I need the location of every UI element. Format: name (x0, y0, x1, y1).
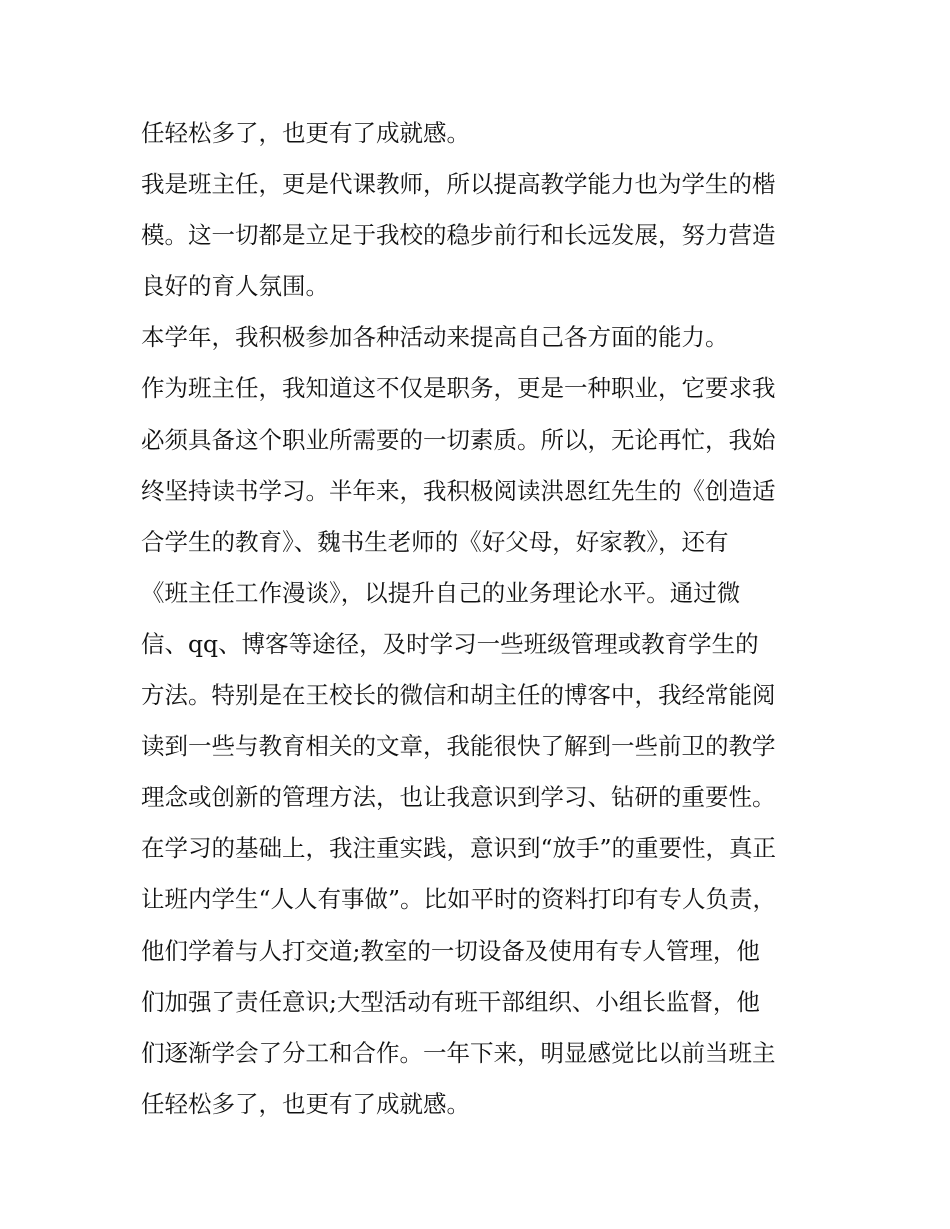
text-line-8: 终坚持读书学习。半年来，我积极阅读洪恩红先生的《创造适 (141, 476, 776, 505)
document-body (141, 108, 821, 1130)
text-line-1: 任轻松多了，也更有了成就感。 (141, 119, 470, 147)
text-line-14: 理念或创新的管理方法，也让我意识到学习、钻研的重要性。 (141, 783, 776, 812)
text-line-5: 本学年，我积极参加各种活动来提高自己各方面的能力。 (141, 323, 729, 352)
text-line-15: 在学习的基础上，我注重实践，意识到“放手”的重要性，真正 (141, 834, 777, 863)
text-line-7: 必须具备这个职业所需要的一切素质。所以，无论再忙，我始 (141, 425, 776, 454)
text-line-9: 合学生的教育》、魏书生老师的《好父母，好家教》，还有 (141, 527, 729, 556)
text-line-19: 们逐渐学会了分工和合作。一年下来，明显感觉比以前当班主 (141, 1038, 776, 1067)
text-line-4: 良好的育人氛围。 (141, 272, 329, 301)
text-line-17: 他们学着与人打交道;教室的一切设备及使用有专人管理，他 (141, 936, 760, 965)
text-line-6: 作为班主任，我知道这不仅是职务，更是一种职业，它要求我 (141, 374, 776, 403)
text-line-11: 信、qq、博客等途径，及时学习一些班级管理或教育学生的 (141, 629, 759, 658)
text-line-12: 方法。特别是在王校长的微信和胡主任的博客中，我经常能阅 (141, 681, 776, 710)
text-line-3: 模。这一切都是立足于我校的稳步前行和长远发展，努力营造 (141, 221, 776, 250)
text-line-20: 任轻松多了，也更有了成就感。 (141, 1089, 470, 1118)
text-line-2: 我是班主任，更是代课教师，所以提高教学能力也为学生的楷 (141, 170, 776, 199)
text-line-16: 让班内学生“人人有事做”。比如平时的资料打印有专人负责， (141, 885, 777, 914)
text-line-18: 们加强了责任意识;大型活动有班干部组织、小组长监督，他 (141, 987, 760, 1016)
text-line-10: 《班主任工作漫谈》，以提升自己的业务理论水平。通过微 (141, 578, 741, 607)
text-line-13: 读到一些与教育相关的文章，我能很快了解到一些前卫的教学 (141, 732, 776, 761)
